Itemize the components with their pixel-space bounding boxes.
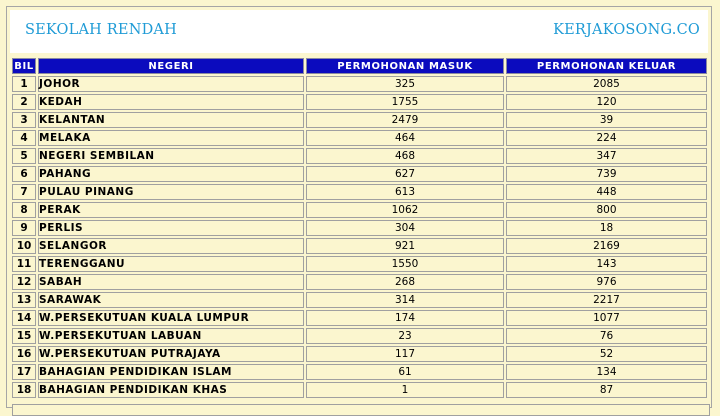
cell-negeri: SABAH [38,274,304,290]
table-row [12,238,707,254]
cell-bil: 8 [12,202,36,218]
table-row [12,166,707,182]
cell-keluar: 1077 [506,310,707,326]
cell-bil: 4 [12,130,36,146]
cell-bil: 7 [12,184,36,200]
cell-keluar: 2169 [506,238,707,254]
cell-bil: 13 [12,292,36,308]
table-row [12,364,707,380]
table-row [12,274,707,290]
column-header-keluar: PERMOHONAN KELUAR [506,58,707,74]
cell-masuk: 314 [306,292,504,308]
cell-negeri: BAHAGIAN PENDIDIKAN ISLAM [38,364,304,380]
cell-bil: 3 [12,112,36,128]
cell-masuk: 468 [306,148,504,164]
cell-bil: 5 [12,148,36,164]
applications-table [10,56,709,400]
cell-keluar: 52 [506,346,707,362]
table-row [12,310,707,326]
cell-bil: 12 [12,274,36,290]
cell-negeri: PAHANG [38,166,304,182]
table-body [12,76,707,398]
cell-bil: 16 [12,346,36,362]
cell-masuk: 921 [306,238,504,254]
cell-negeri: PERAK [38,202,304,218]
cell-masuk: 304 [306,220,504,236]
cell-bil: 6 [12,166,36,182]
table-row [12,94,707,110]
cell-bil: 10 [12,238,36,254]
cell-bil: 17 [12,364,36,380]
cell-negeri: W.PERSEKUTUAN KUALA LUMPUR [38,310,304,326]
cell-negeri: TERENGGANU [38,256,304,272]
cell-negeri: JOHOR [38,76,304,92]
site-name: KERJAKOSONG.CO [553,22,700,38]
cell-negeri: W.PERSEKUTUAN PUTRAJAYA [38,346,304,362]
cell-masuk: 1 [306,382,504,398]
table-row [12,328,707,344]
table-row [12,130,707,146]
cell-masuk: 1062 [306,202,504,218]
cell-masuk: 117 [306,346,504,362]
cell-masuk: 1755 [306,94,504,110]
cell-keluar: 800 [506,202,707,218]
cell-keluar: 39 [506,112,707,128]
table-row [12,292,707,308]
cell-masuk: 23 [306,328,504,344]
cell-keluar: 143 [506,256,707,272]
cell-negeri: PERLIS [38,220,304,236]
table-row [12,184,707,200]
cell-keluar: 739 [506,166,707,182]
cell-negeri: KELANTAN [38,112,304,128]
page-frame [6,6,712,408]
cell-keluar: 87 [506,382,707,398]
cell-negeri: MELAKA [38,130,304,146]
cell-masuk: 174 [306,310,504,326]
cell-masuk: 613 [306,184,504,200]
header-bar [10,10,708,53]
table-row [12,382,707,398]
table-row [12,202,707,218]
cell-bil: 15 [12,328,36,344]
cell-negeri: NEGERI SEMBILAN [38,148,304,164]
cell-negeri: KEDAH [38,94,304,110]
cell-negeri: BAHAGIAN PENDIDIKAN KHAS [38,382,304,398]
table-header-row [12,58,707,74]
cell-keluar: 976 [506,274,707,290]
cell-negeri: SELANGOR [38,238,304,254]
cell-negeri: PULAU PINANG [38,184,304,200]
column-header-negeri: NEGERI [38,58,304,74]
cell-negeri: W.PERSEKUTUAN LABUAN [38,328,304,344]
cell-keluar: 76 [506,328,707,344]
footer-row [12,404,710,416]
cell-keluar: 224 [506,130,707,146]
cell-masuk: 627 [306,166,504,182]
cell-keluar: 2085 [506,76,707,92]
cell-keluar: 134 [506,364,707,380]
page-title: SEKOLAH RENDAH [25,22,177,38]
table-row [12,346,707,362]
cell-masuk: 464 [306,130,504,146]
table-row [12,220,707,236]
table-row [12,256,707,272]
cell-bil: 18 [12,382,36,398]
column-header-bil: BIL [12,58,36,74]
cell-masuk: 1550 [306,256,504,272]
cell-masuk: 325 [306,76,504,92]
cell-keluar: 18 [506,220,707,236]
cell-keluar: 120 [506,94,707,110]
table-row [12,148,707,164]
cell-keluar: 2217 [506,292,707,308]
cell-bil: 11 [12,256,36,272]
table-row [12,112,707,128]
cell-bil: 1 [12,76,36,92]
cell-bil: 2 [12,94,36,110]
cell-keluar: 448 [506,184,707,200]
cell-keluar: 347 [506,148,707,164]
cell-masuk: 268 [306,274,504,290]
table-row [12,76,707,92]
cell-masuk: 61 [306,364,504,380]
cell-bil: 9 [12,220,36,236]
cell-masuk: 2479 [306,112,504,128]
column-header-masuk: PERMOHONAN MASUK [306,58,504,74]
cell-negeri: SARAWAK [38,292,304,308]
cell-bil: 14 [12,310,36,326]
